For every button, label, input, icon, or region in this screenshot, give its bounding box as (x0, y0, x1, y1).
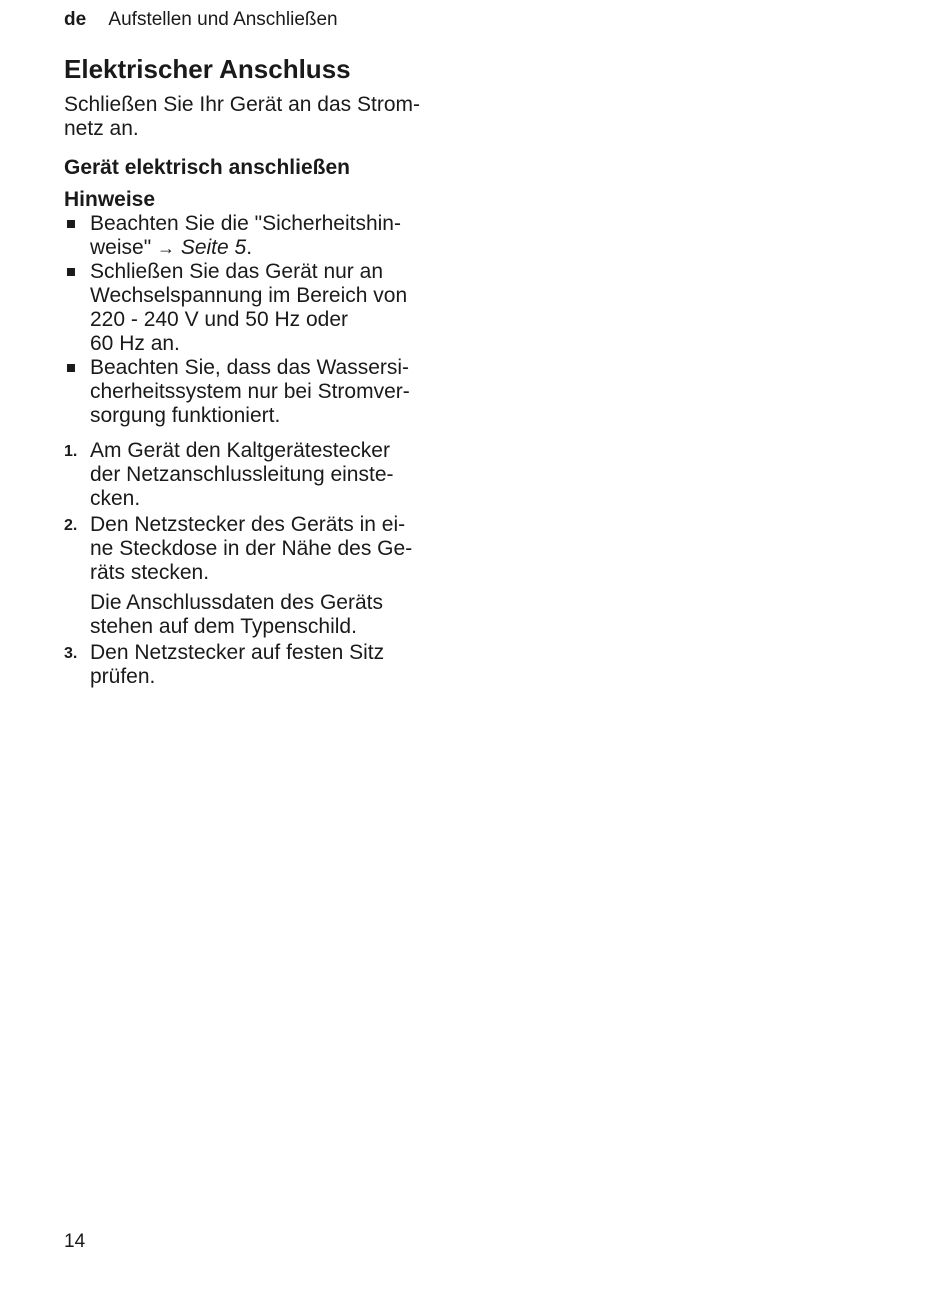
notes-heading: Hinweise (64, 188, 156, 211)
header-section-title: Aufstellen und Anschließen (108, 9, 338, 30)
square-bullet-icon (67, 220, 75, 228)
step-line: der Netzanschlussleitung einste- (90, 463, 394, 486)
page-number: 14 (64, 1231, 86, 1252)
step-line: prüfen. (90, 665, 156, 688)
note-line: Wechselspannung im Bereich von (90, 284, 408, 307)
step-number: 3. (64, 645, 78, 662)
note-line: Beachten Sie die "Sicherheitshin- (90, 212, 401, 235)
notes-list (64, 212, 464, 428)
step-number: 1. (64, 443, 78, 460)
step-line: Am Gerät den Kaltgerätestecker (90, 439, 390, 462)
step-line: cken. (90, 487, 141, 510)
note-line: 220 - 240 V und 50 Hz oder (90, 308, 349, 331)
subsection-title: Gerät elektrisch anschließen (64, 156, 350, 179)
intro-paragraph (64, 93, 464, 141)
step-number: 2. (64, 517, 78, 534)
step-item (64, 641, 464, 689)
step-extra-line: stehen auf dem Typenschild. (90, 615, 357, 638)
step-line: räts stecken. (90, 561, 210, 584)
section-title: Elektrischer Anschluss (64, 54, 351, 84)
square-bullet-icon (67, 268, 75, 276)
note-line: sorgung funktioniert. (90, 404, 281, 427)
note-item (64, 212, 464, 260)
page-reference-link[interactable]: Seite 5 (180, 236, 247, 259)
main-content (64, 52, 464, 691)
square-bullet-icon (67, 364, 75, 372)
note-line-end: . (246, 236, 253, 259)
language-code: de (64, 9, 87, 30)
note-line: Schließen Sie das Gerät nur an (90, 260, 383, 283)
step-item (64, 513, 464, 639)
step-item (64, 439, 464, 511)
note-item (64, 260, 464, 356)
note-line: Beachten Sie, dass das Wassersi- (90, 356, 410, 379)
page-header (64, 8, 338, 32)
note-line: 60 Hz an. (90, 332, 180, 355)
step-extra-line: Die Anschlussdaten des Geräts (90, 591, 383, 614)
intro-line: Schließen Sie Ihr Gerät an das Strom- (64, 93, 420, 116)
steps-list (64, 439, 464, 689)
intro-line: netz an. (64, 117, 139, 140)
note-line: cherheitssystem nur bei Stromver- (90, 380, 410, 403)
arrow-right-icon: → (156, 238, 175, 258)
note-line: weise" (90, 236, 157, 259)
step-line: Den Netzstecker auf festen Sitz (90, 641, 385, 664)
note-item (64, 356, 464, 428)
step-additional-info (90, 591, 464, 639)
step-line: Den Netzstecker des Geräts in ei- (90, 513, 406, 536)
step-line: ne Steckdose in der Nähe des Ge- (90, 537, 413, 560)
